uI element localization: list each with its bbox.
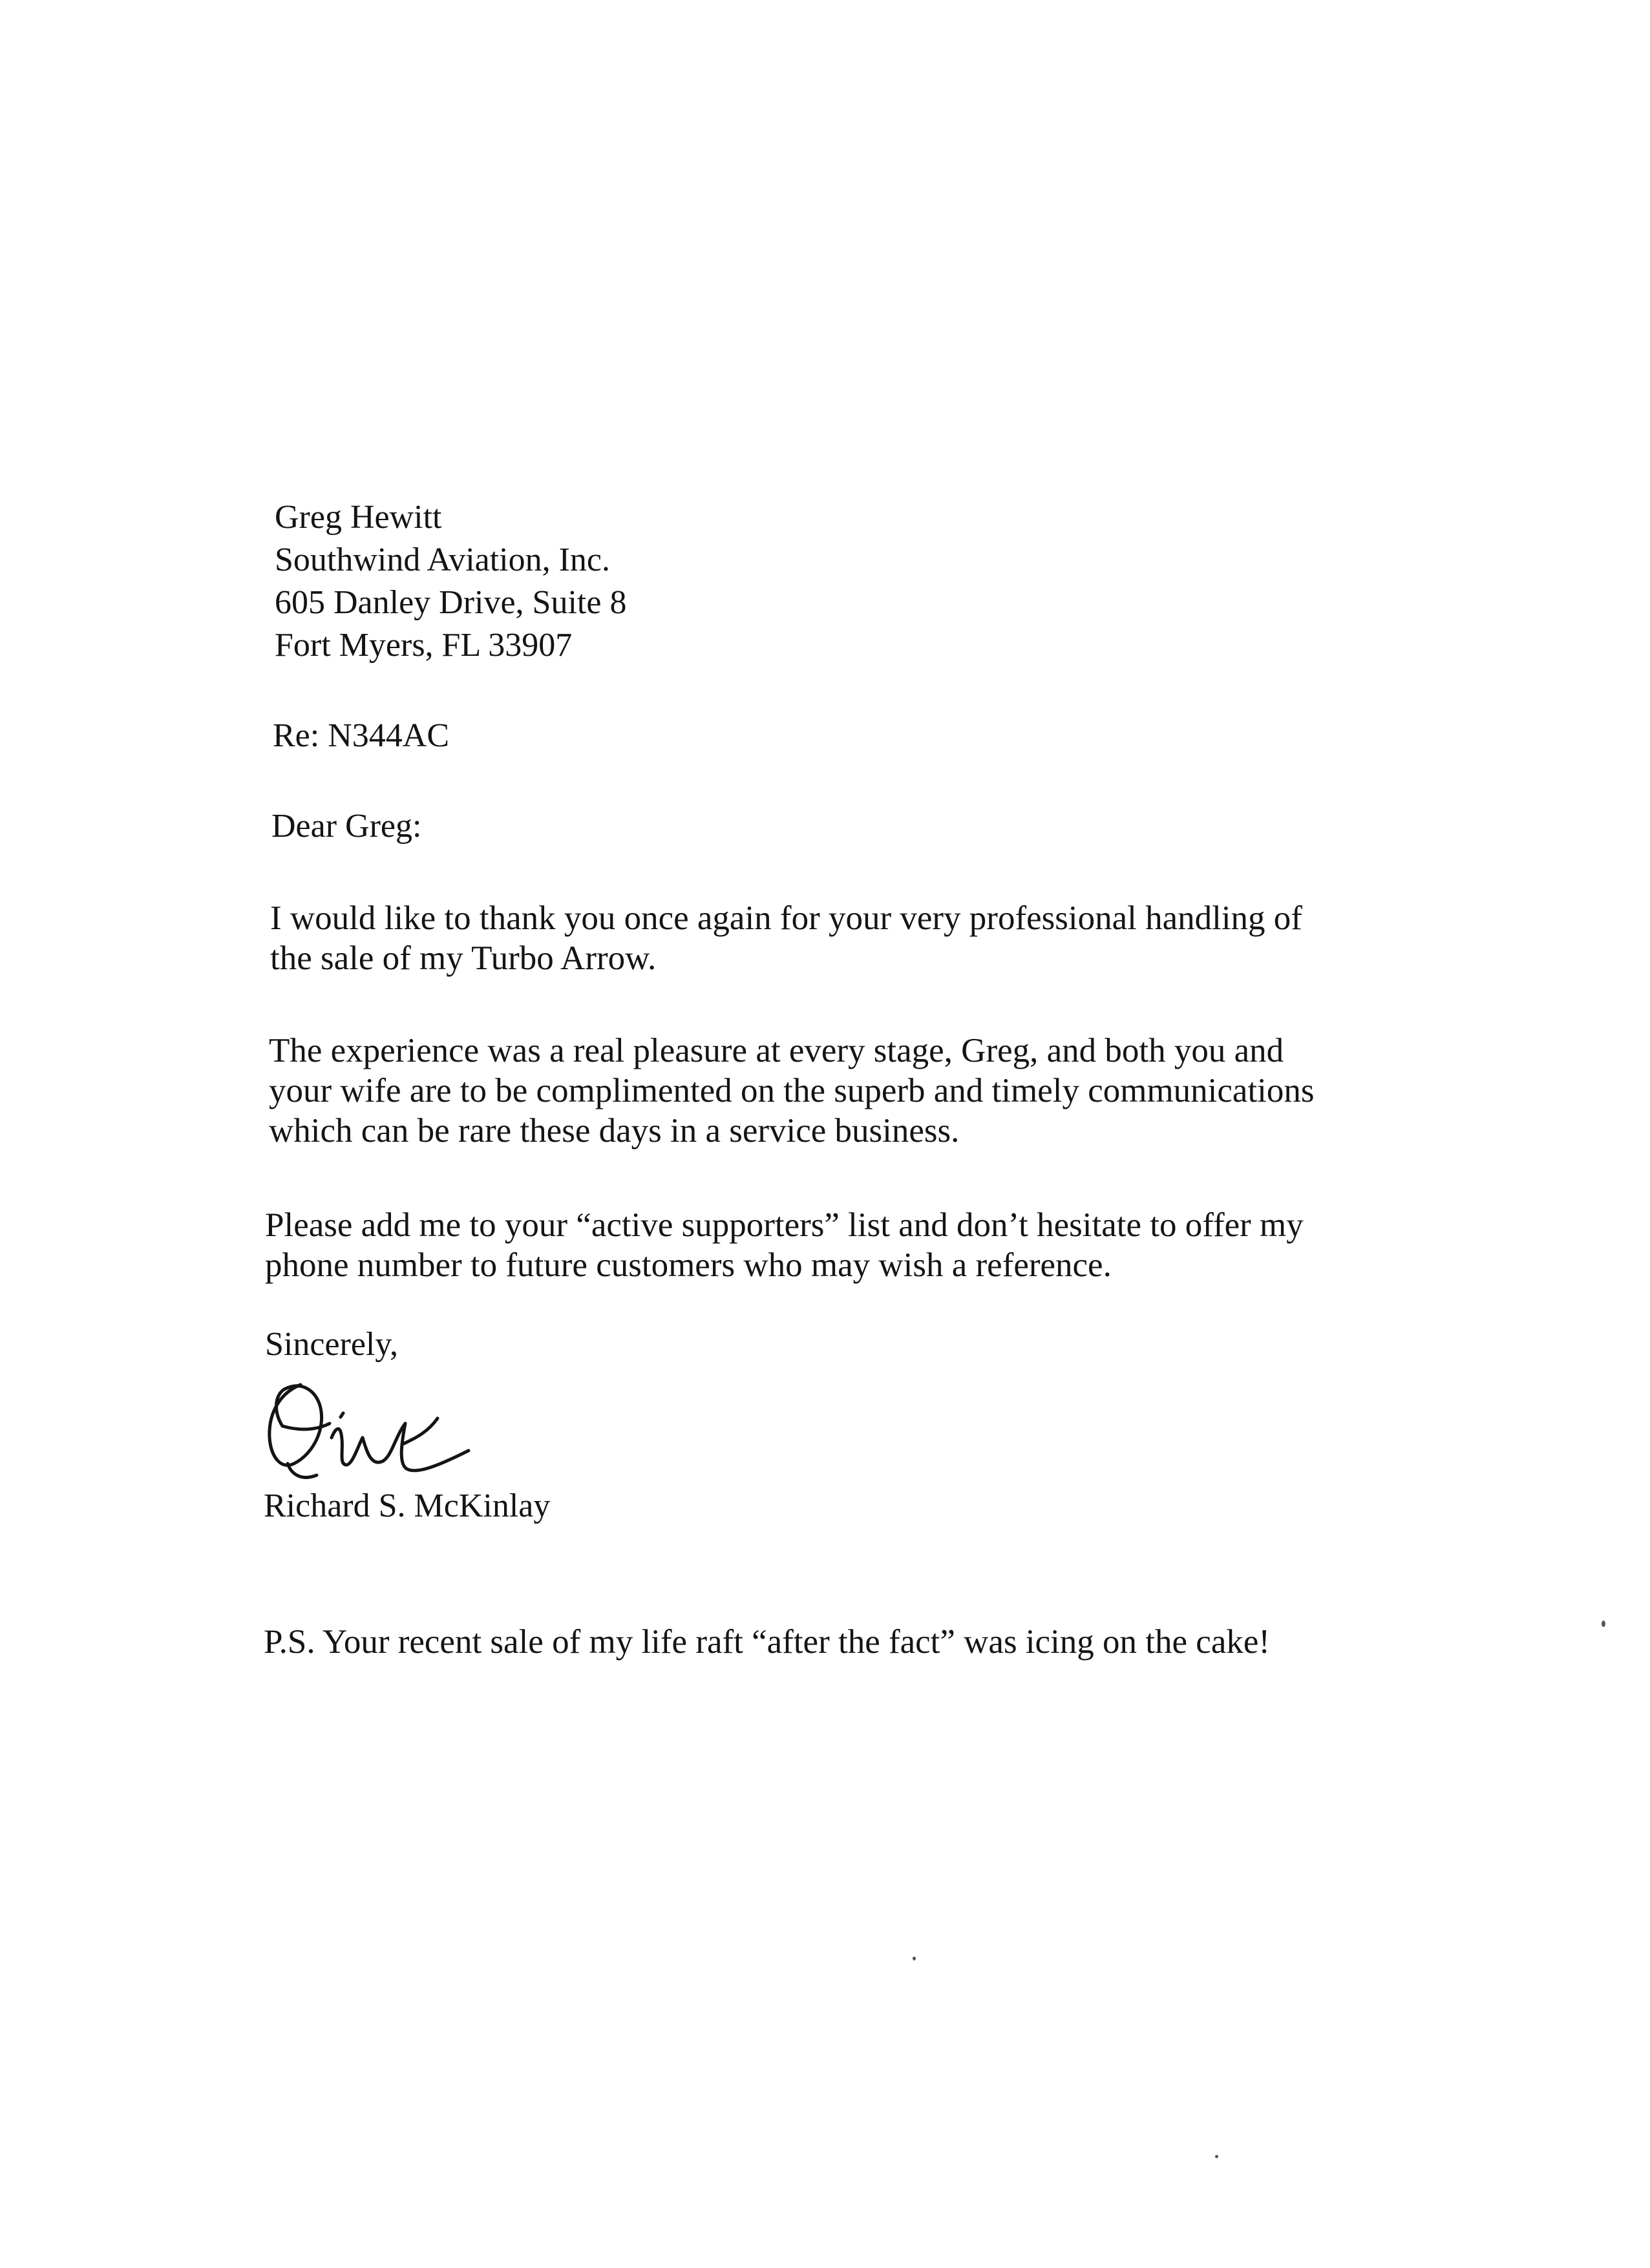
paragraph-line: the sale of my Turbo Arrow.: [270, 940, 657, 977]
recipient-street: 605 Danley Drive, Suite 8: [275, 584, 627, 621]
recipient-company: Southwind Aviation, Inc.: [275, 541, 611, 578]
handwritten-signature-icon: [255, 1367, 488, 1502]
paragraph-line: The experience was a real pleasure at every stage, Greg, and both you and: [269, 1032, 1284, 1069]
paragraph-line: your wife are to be complimented on the superb and timely communications: [269, 1072, 1315, 1109]
closing: Sincerely,: [265, 1326, 398, 1363]
paragraph-line: Please add me to your “active supporters” list and don’t hesitate to offer my: [265, 1206, 1304, 1244]
signer-name: Richard S. McKinlay: [264, 1487, 551, 1524]
reference-line: Re: N344AC: [273, 717, 449, 754]
paragraph-line: which can be rare these days in a service business.: [269, 1112, 960, 1150]
recipient-city-state-zip: Fort Myers, FL 33907: [275, 627, 573, 664]
scan-speck: [1602, 1621, 1605, 1627]
salutation: Dear Greg:: [271, 808, 422, 845]
postscript: P.S. Your recent sale of my life raft “after the fact” was icing on the cake!: [264, 1623, 1271, 1661]
paragraph-line: phone number to future customers who may wish a reference.: [265, 1246, 1112, 1284]
scan-speck: [913, 1957, 916, 1960]
recipient-name: Greg Hewitt: [275, 499, 442, 536]
scan-speck: [1215, 2155, 1218, 2158]
paragraph-line: I would like to thank you once again for your very professional handling of: [270, 899, 1302, 937]
